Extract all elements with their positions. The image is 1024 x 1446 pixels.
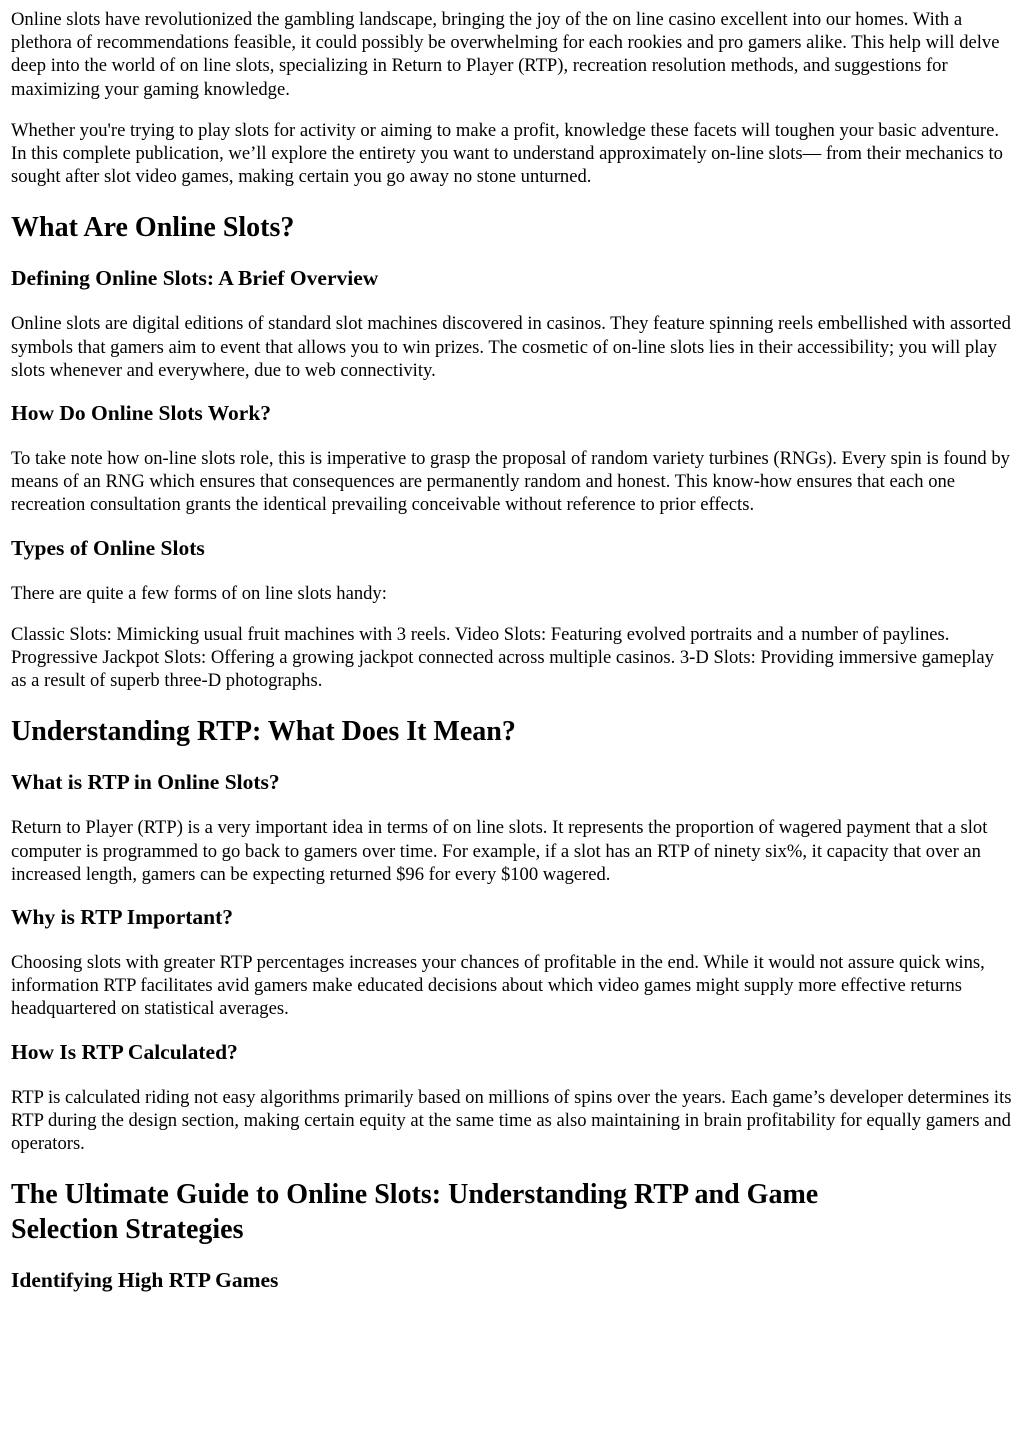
subheading-identifying-high-rtp-games: Identifying High RTP Games — [11, 1268, 279, 1293]
paragraph-how-rtp-calculated: RTP is calculated riding not easy algorithms primarily based on millions of spins over the years. Each game’s developer determines its RTP during the design section, making certain equity at the same time as also maintaining in brain profitability for equally gamers and operators. — [11, 1086, 1012, 1155]
subheading-types-of-online-slots: Types of Online Slots — [11, 535, 205, 560]
subheading-how-rtp-calculated: How Is RTP Calculated? — [11, 1039, 238, 1064]
subheading-how-online-slots-work: How Do Online Slots Work? — [11, 401, 272, 426]
section-heading-ultimate-guide: The Ultimate Guide to Online Slots: Understanding RTP and Game Selection Strategies — [11, 1179, 819, 1246]
subheading-what-is-rtp: What is RTP in Online Slots? — [11, 770, 280, 795]
paragraph-types-intro: There are quite a few forms of on line slots handy: — [11, 582, 387, 604]
paragraph-what-is-rtp: Return to Player (RTP) is a very important idea in terms of on line slots. It represents the proportion of wagered payment that a slot computer is programmed to go back to gamers over time. For example, if a slot has an RTP of ninety six%, it capacity that over an increased length, gamers can be expecting returned $96 for every $100 wagered. — [11, 817, 988, 885]
section-heading-what-are-online-slots: What Are Online Slots? — [11, 212, 295, 244]
intro-paragraph-1: Online slots have revolutionized the gambling landscape, bringing the joy of the on line casino excellent into our homes. With a plethora of recommendations feasible, it could possibly be overwhelming for each rookies and pro gamers alike. This help will delve deep into the world of on line slots, specializing in Return to Player (RTP), recreation resolution methods, and suggestions for maximizing your gaming knowledge. — [11, 9, 1000, 100]
intro-paragraph-2: Whether you're trying to play slots for activity or aiming to make a profit, knowledge these facets will toughen your basic adventure. In this complete publication, we’ll explore the entirety you want to understand approximately on-line slots— from their mechanics to sought after slot video games, making certain you go away no stone unturned. — [11, 119, 1003, 188]
paragraph-why-rtp-important: Choosing slots with greater RTP percentages increases your chances of profitable in the end. While it would not assure quick wins, information RTP facilitates avid gamers make educated decisions about which video games might supply more effective returns headquartered on statistical averages. — [11, 952, 985, 1020]
paragraph-types-list: Classic Slots: Mimicking usual fruit machines with 3 reels. Video Slots: Featuring evolved portraits and a number of paylines. Progressive Jackpot Slots: Offering a growing jackpot connected across multiple casinos. 3-D Slots: Providing immersive gameplay as a result of superb three-D photographs. — [11, 623, 994, 692]
subheading-defining-online-slots: Defining Online Slots: A Brief Overview — [11, 266, 379, 291]
subheading-why-rtp-important: Why is RTP Important? — [11, 905, 234, 930]
paragraph-defining-online-slots: Online slots are digital editions of standard slot machines discovered in casinos. They feature spinning reels embellished with assorted symbols that gamers aim to event that allows you to win prizes. The cosmetic of on-line slots lies in their accessibility; you will play slots whenever and everywhere, due to web connectivity. — [11, 313, 1011, 381]
section-heading-understanding-rtp: Understanding RTP: What Does It Mean? — [11, 716, 516, 748]
paragraph-how-online-slots-work: To take note how on-line slots role, this is imperative to grasp the proposal of random variety turbines (RNGs). Every spin is found by means of an RNG which ensures that consequences are permanently random and honest. This know-how ensures that each one recreation consultation grants the identical prevailing conceivable without reference to prior effects. — [11, 448, 1010, 516]
